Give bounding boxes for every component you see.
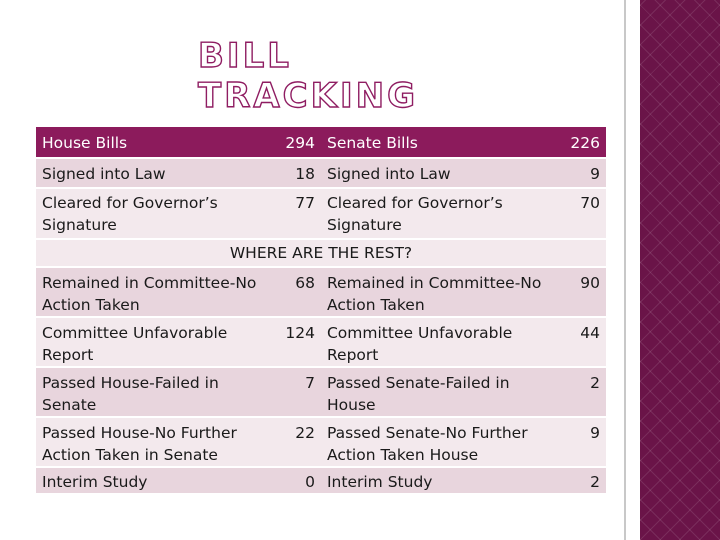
- senate-row-value: 90: [556, 267, 606, 317]
- house-row-label: Interim Study: [36, 467, 271, 494]
- house-row-value: 68: [271, 267, 321, 317]
- table-row: [36, 317, 606, 367]
- senate-row-value: 2: [556, 367, 606, 417]
- senate-row-value: 44: [556, 317, 606, 367]
- senate-row-label: Signed into Law: [321, 158, 556, 188]
- senate-bills-header: Senate Bills: [321, 127, 556, 158]
- house-row-label: Passed House-Failed in Senate: [36, 367, 271, 417]
- where-are-the-rest-heading: WHERE ARE THE REST?: [36, 239, 606, 267]
- bill-tracking-table: [36, 127, 606, 495]
- side-divider: [624, 0, 626, 540]
- table-row: [36, 417, 606, 467]
- senate-bills-total: 226: [556, 127, 606, 158]
- senate-row-label: Passed Senate-Failed in House: [321, 367, 556, 417]
- decorative-side-panel: [640, 0, 720, 540]
- table-row: [36, 158, 606, 188]
- house-row-value: 22: [271, 417, 321, 467]
- senate-row-value: 70: [556, 188, 606, 239]
- senate-row-value: 2: [556, 467, 606, 494]
- house-row-label: Passed House-No Further Action Taken in Senate: [36, 417, 271, 467]
- house-row-label: Signed into Law: [36, 158, 271, 188]
- senate-row-value: 9: [556, 158, 606, 188]
- house-row-value: 0: [271, 467, 321, 494]
- table-header-row: [36, 127, 606, 158]
- house-row-value: 124: [271, 317, 321, 367]
- house-row-value: 77: [271, 188, 321, 239]
- senate-row-label: Interim Study: [321, 467, 556, 494]
- house-row-value: 7: [271, 367, 321, 417]
- house-row-value: 18: [271, 158, 321, 188]
- house-row-label: Cleared for Governor’s Signature: [36, 188, 271, 239]
- house-row-label: Committee Unfavorable Report: [36, 317, 271, 367]
- senate-row-label: Passed Senate-No Further Action Taken House: [321, 417, 556, 467]
- table-row: [36, 267, 606, 317]
- senate-row-label: Committee Unfavorable Report: [321, 317, 556, 367]
- table-subheading-row: [36, 239, 606, 267]
- table-row: [36, 467, 606, 494]
- senate-row-value: 9: [556, 417, 606, 467]
- house-bills-header: House Bills: [36, 127, 271, 158]
- slide-title: BILL TRACKING: [198, 36, 418, 116]
- house-row-label: Remained in Committee-No Action Taken: [36, 267, 271, 317]
- house-bills-total: 294: [271, 127, 321, 158]
- table-row: [36, 188, 606, 239]
- table-row: [36, 367, 606, 417]
- senate-row-label: Remained in Committee-No Action Taken: [321, 267, 556, 317]
- senate-row-label: Cleared for Governor’s Signature: [321, 188, 556, 239]
